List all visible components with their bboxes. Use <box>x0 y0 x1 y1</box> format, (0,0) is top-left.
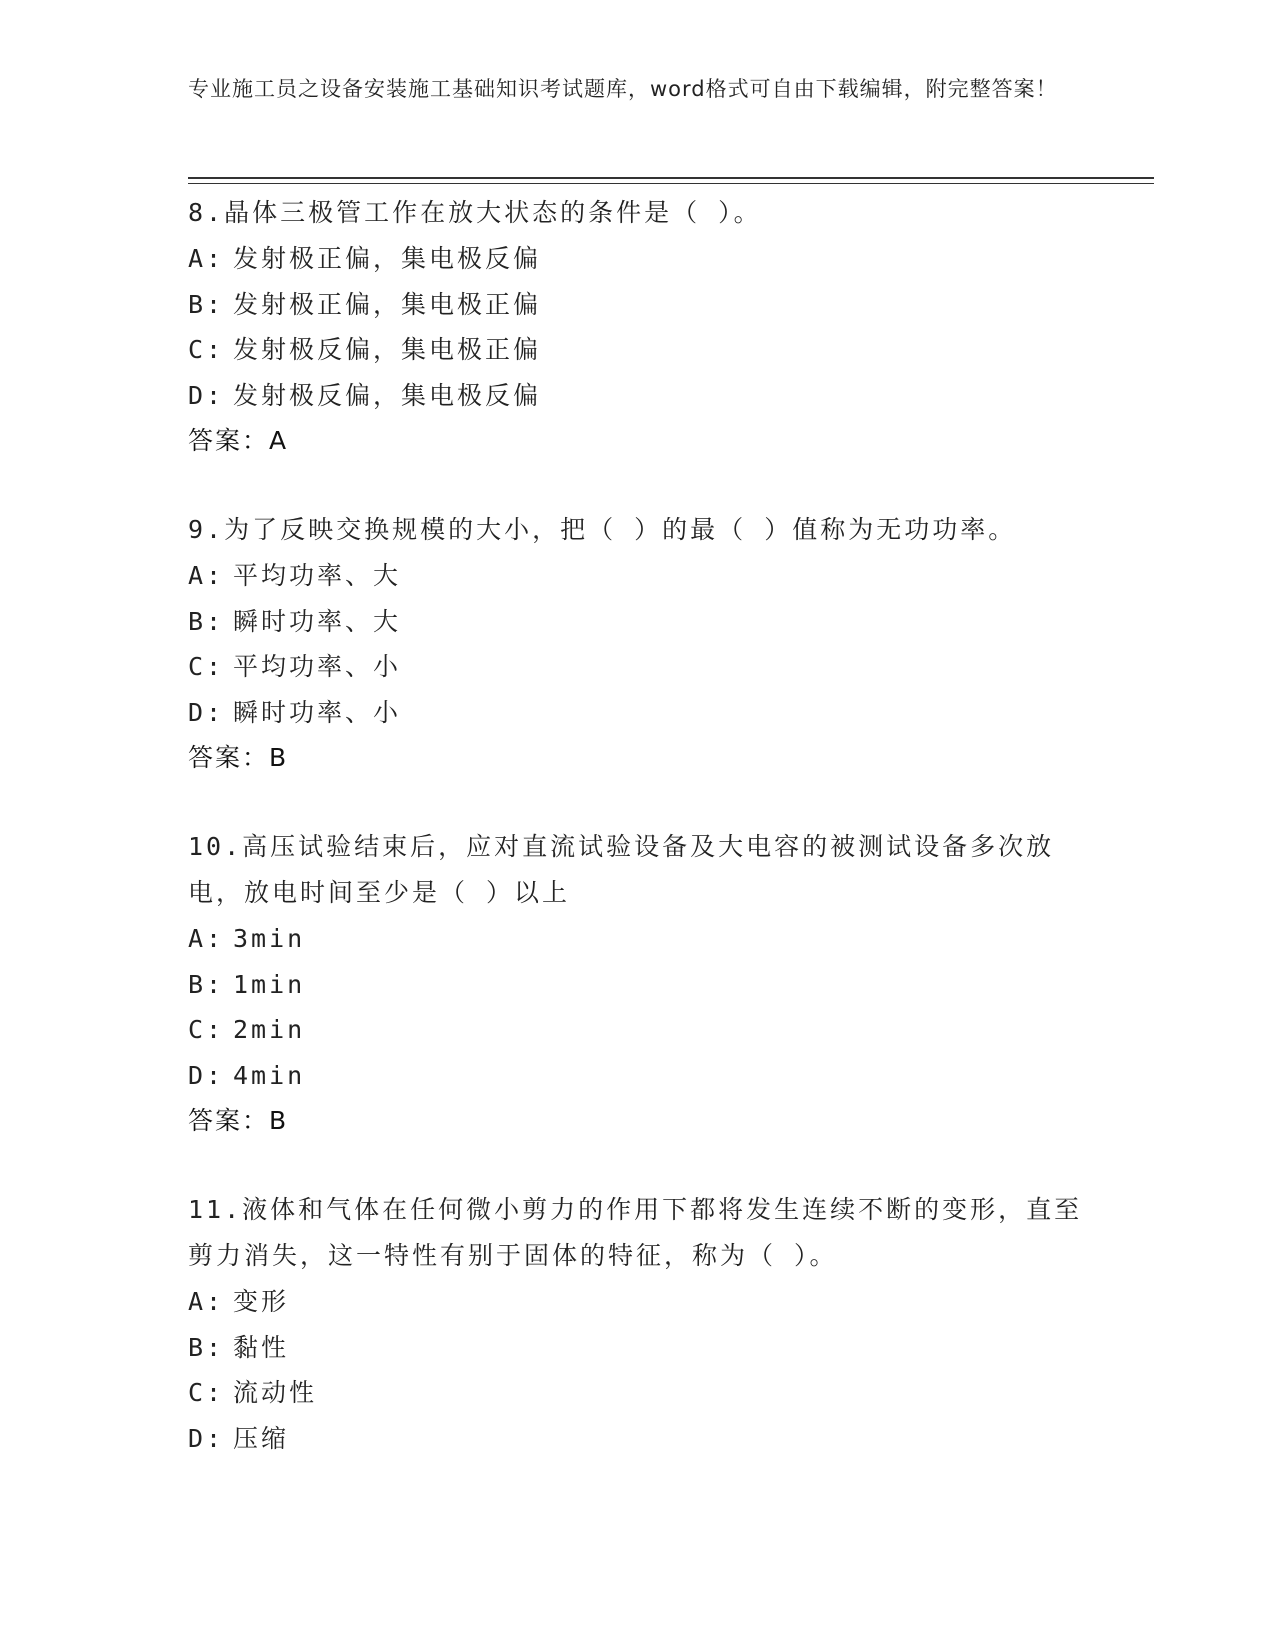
option-letter: B: <box>188 969 225 999</box>
question-stem: 8.晶体三极管工作在放大状态的条件是（ ）。 <box>188 198 762 227</box>
option-letter: A: <box>188 561 225 590</box>
option-a <box>188 1279 1088 1325</box>
option-text: 发射极反偏，集电极正偏 <box>233 335 542 364</box>
option-letter: C: <box>188 1015 225 1044</box>
option-text: 平均功率、小 <box>233 652 402 681</box>
option-b <box>188 962 1088 1008</box>
answer-line: 答案：A <box>188 426 289 455</box>
option-letter: D: <box>188 1060 225 1090</box>
option-b <box>188 282 1088 328</box>
question-10 <box>188 824 1088 1143</box>
option-text: 变形 <box>233 1287 290 1316</box>
answer-line: 答案：B <box>188 1106 289 1135</box>
option-letter: A: <box>188 244 225 273</box>
question-11 <box>188 1187 1088 1461</box>
header-divider-thick <box>188 177 1154 179</box>
option-letter: C: <box>188 652 225 681</box>
option-letter: C: <box>188 335 225 364</box>
option-c <box>188 1007 1088 1053</box>
document-header: 专业施工员之设备安装施工基础知识考试题库，word格式可自由下载编辑，附完整答案！ <box>188 77 1058 101</box>
option-text: 瞬时功率、大 <box>233 606 402 636</box>
question-list <box>188 190 1088 1505</box>
option-d <box>188 1416 1088 1462</box>
option-d <box>188 1053 1088 1099</box>
option-letter: B: <box>188 1332 225 1362</box>
option-text: 3min <box>233 924 306 953</box>
option-text: 发射极正偏，集电极反偏 <box>233 244 542 273</box>
option-text: 流动性 <box>233 1378 318 1407</box>
option-text: 平均功率、大 <box>233 561 402 590</box>
question-8 <box>188 190 1088 463</box>
option-letter: D: <box>188 697 225 727</box>
option-text: 压缩 <box>233 1423 290 1453</box>
option-letter: C: <box>188 1378 225 1407</box>
option-text: 发射极反偏，集电极反偏 <box>233 380 542 410</box>
option-d <box>188 373 1088 419</box>
option-d <box>188 690 1088 736</box>
option-text: 发射极正偏，集电极正偏 <box>233 289 542 319</box>
option-c <box>188 327 1088 373</box>
option-text: 1min <box>233 969 306 999</box>
answer-line: 答案：B <box>188 743 289 772</box>
option-text: 2min <box>233 1015 306 1044</box>
option-text: 4min <box>233 1060 306 1090</box>
option-a <box>188 236 1088 282</box>
question-9 <box>188 507 1088 780</box>
option-text: 瞬时功率、小 <box>233 697 402 727</box>
option-c <box>188 1370 1088 1416</box>
option-a <box>188 916 1088 962</box>
header-divider-thin <box>188 183 1154 184</box>
option-letter: A: <box>188 1287 225 1316</box>
option-a <box>188 553 1088 599</box>
option-letter: A: <box>188 924 225 953</box>
option-c <box>188 644 1088 690</box>
option-letter: B: <box>188 289 225 319</box>
option-letter: D: <box>188 1423 225 1453</box>
option-b <box>188 1325 1088 1371</box>
question-stem: 10.高压试验结束后，应对直流试验设备及大电容的被测试设备多次放电，放电时间至少是（ ）以上 <box>188 832 1055 907</box>
question-stem: 9.为了反映交换规模的大小，把（ ）的最（ ）值称为无功功率。 <box>188 515 1017 544</box>
option-b <box>188 599 1088 645</box>
option-text: 黏性 <box>233 1332 290 1362</box>
question-stem: 11.液体和气体在任何微小剪力的作用下都将发生连续不断的变形，直至剪力消失，这一特性有别于固体的特征，称为（ ）。 <box>188 1195 1083 1270</box>
option-letter: D: <box>188 380 225 410</box>
option-letter: B: <box>188 606 225 636</box>
